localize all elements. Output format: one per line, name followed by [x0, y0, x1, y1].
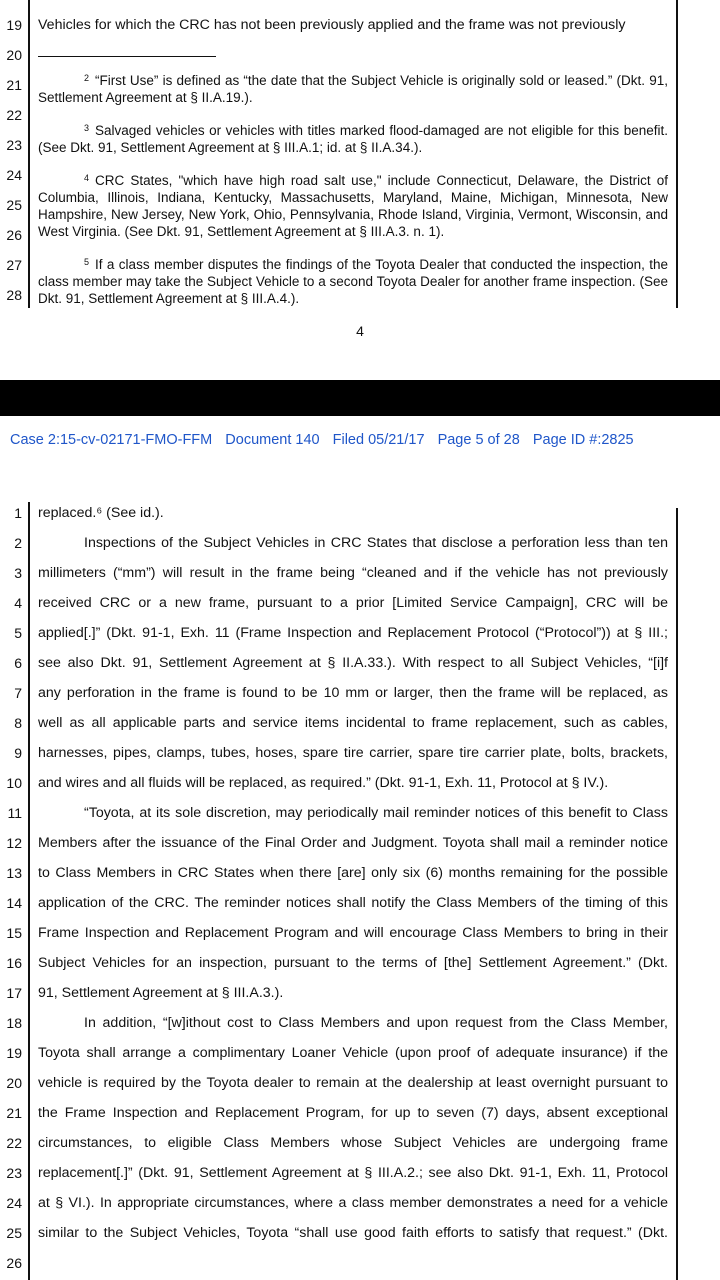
- body-line: Subject Vehicles for an inspection, pursuant to the terms of [the] Settlement Agreement.” (Dkt.: [38, 955, 668, 971]
- line-number: 17: [6, 985, 22, 1001]
- line-number: 28: [6, 287, 22, 303]
- line-number: 4: [14, 595, 22, 611]
- line-number: 23: [6, 1165, 22, 1181]
- footnote-text: “First Use” is defined as “the date that the Subject Vehicle is originally sold or leased.” (Dkt. 91, Settlement Agreement at § II.A.19.).: [38, 73, 668, 105]
- body-line: vehicle is required by the Toyota dealer to remain at the dealership at least overnight pursuant to: [38, 1075, 668, 1091]
- footnote-2: [38, 72, 668, 106]
- page-gap: [0, 380, 720, 416]
- case-number: Case 2:15-cv-02171-FMO-FFM: [10, 432, 213, 448]
- line-number: 10: [6, 775, 22, 791]
- body-line: Inspections of the Subject Vehicles in CRC States that disclose a perforation less than ten: [84, 535, 668, 551]
- footnote-number: 2: [84, 73, 90, 83]
- line-number: 5: [14, 625, 22, 641]
- line-number: 24: [6, 1195, 22, 1211]
- right-margin-line: [676, 508, 678, 1280]
- body-line: replacement[.]” (Dkt. 91, Settlement Agreement at § III.A.2.; see also Dkt. 91-1, Exh. 11, Protocol: [38, 1165, 668, 1181]
- right-margin-line: [676, 0, 678, 308]
- line-number: 11: [7, 805, 22, 821]
- body-line: the Frame Inspection and Replacement Program, for up to seven (7) days, absent exceptional: [38, 1105, 668, 1121]
- line-number: 22: [6, 1135, 22, 1151]
- line-number: 2: [14, 535, 22, 551]
- previous-page: [0, 0, 720, 380]
- line-number: 23: [6, 137, 22, 153]
- body-line: circumstances, to eligible Class Members whose Subject Vehicles are undergoing frame: [38, 1135, 668, 1151]
- line-number: 20: [6, 1075, 22, 1091]
- body-line: replaced.⁶ (See id.).: [38, 505, 164, 521]
- line-number: 25: [6, 197, 22, 213]
- line-number: 16: [6, 955, 22, 971]
- current-page: [0, 416, 720, 1280]
- line-number: 12: [6, 835, 22, 851]
- body-line: see also Dkt. 91, Settlement Agreement at § II.A.33.). With respect to all Subject Vehicles, “[i]f: [38, 655, 668, 671]
- line-number: 19: [6, 1045, 22, 1061]
- line-number: 21: [6, 1105, 22, 1121]
- line-number: 22: [6, 107, 22, 123]
- line-number: 20: [6, 47, 22, 63]
- body-line: 91, Settlement Agreement at § III.A.3.).: [38, 985, 284, 1001]
- body-line: applied[.]” (Dkt. 91-1, Exh. 11 (Frame Inspection and Replacement Protocol (“Protocol”)) at § III.;: [38, 625, 668, 641]
- footnote-text: Salvaged vehicles or vehicles with titles marked flood-damaged are not eligible for this benefit. (See Dkt. 91, Settlement Agreement at § III.A.1; id. at § II.A.34.).: [38, 123, 668, 155]
- body-line: to Class Members in CRC States when there [are] only six (6) months remaining for the possible: [38, 865, 668, 881]
- body-line: at § VI.). In appropriate circumstances, where a class member demonstrates a need for a vehicle: [38, 1195, 668, 1211]
- body-line: similar to the Subject Vehicles, Toyota “shall use good faith efforts to satisfy that request.” (Dkt.: [38, 1225, 668, 1241]
- body-line: “Toyota, at its sole discretion, may periodically mail reminder notices of this benefit to Class: [84, 805, 668, 821]
- footnote-text: If a class member disputes the findings of the Toyota Dealer that conducted the inspection, the class member may take the Subject Vehicle to a second Toyota Dealer for another frame inspection. (See Dkt. 91, Settlement Agreement at § III.A.4.).: [38, 257, 668, 306]
- line-number: 18: [6, 1015, 22, 1031]
- footnote-5: [38, 256, 668, 307]
- line-number: 6: [14, 655, 22, 671]
- line-number: 3: [14, 565, 22, 581]
- footnote-separator: [38, 56, 216, 57]
- footnote-text: CRC States, "which have high road salt use," include Connecticut, Delaware, the District of Columbia, Illinois, Indiana, Kentucky, Massachusetts, Maryland, Maine, Michigan, Minnesota, New Hampshire, New Jersey, New York, Ohio, Pennsylvania, Rhode Island, Virginia, Vermont, Wisconsin, and West Virginia. (See Dkt. 91, Settlement Agreement at § III.A.3. n. 1).: [38, 173, 668, 239]
- footnote-number: 4: [84, 173, 90, 183]
- footnote-number: 3: [84, 123, 90, 133]
- line-number: 26: [6, 227, 22, 243]
- line-number: 19: [6, 17, 22, 33]
- document-number: Document 140: [225, 432, 320, 448]
- line-number: 21: [6, 77, 22, 93]
- line-number: 8: [14, 715, 22, 731]
- line-number: 24: [6, 167, 22, 183]
- line-number: 25: [6, 1225, 22, 1241]
- left-margin-line: [28, 502, 30, 1280]
- line-number: 7: [14, 685, 22, 701]
- footnote-4: [38, 172, 668, 240]
- case-header: [10, 432, 643, 448]
- body-line: any perforation in the frame is found to be 10 mm or larger, then the frame will be replaced, as: [38, 685, 668, 701]
- footnote-number: 5: [84, 257, 90, 267]
- body-line: and wires and all fluids will be replaced, as required.” (Dkt. 91-1, Exh. 11, Protocol at § IV.).: [38, 775, 609, 791]
- body-line: In addition, “[w]ithout cost to Class Members and upon request from the Class Member,: [84, 1015, 668, 1031]
- page-number: 4: [356, 323, 364, 339]
- body-line: Frame Inspection and Replacement Program and will encourage Class Members to bring in their: [38, 925, 668, 941]
- line-number: 27: [6, 257, 22, 273]
- left-margin-line: [28, 0, 30, 308]
- footnote-3: [38, 122, 668, 156]
- filed-date: Filed 05/21/17: [332, 432, 425, 448]
- body-line: well as all applicable parts and service items incidental to frame replacement, such as cables,: [38, 715, 668, 731]
- body-line: Toyota shall arrange a complimentary Loaner Vehicle (upon proof of adequate insurance) if the: [38, 1045, 668, 1061]
- body-line: received CRC or a new frame, pursuant to a prior [Limited Service Campaign], CRC will be: [38, 595, 668, 611]
- line-number: 26: [6, 1255, 22, 1271]
- body-line: Vehicles for which the CRC has not been previously applied and the frame was not previously: [38, 17, 626, 33]
- body-line: Members after the issuance of the Final Order and Judgment. Toyota shall mail a reminder notice: [38, 835, 668, 851]
- body-line: millimeters (“mm”) will result in the frame being “cleaned and if the vehicle has not previously: [38, 565, 668, 581]
- line-number: 14: [6, 895, 22, 911]
- page-id: Page ID #:2825: [532, 432, 634, 448]
- line-number: 1: [14, 505, 22, 521]
- body-line: application of the CRC. The reminder notices shall notify the Class Members of the timing of this: [38, 895, 668, 911]
- line-number: 9: [14, 745, 22, 761]
- line-number: 15: [6, 925, 22, 941]
- page-of: Page 5 of 28: [437, 432, 520, 448]
- line-number: 13: [6, 865, 22, 881]
- body-line: harnesses, pipes, clamps, tubes, hoses, spare tire carrier, spare tire carrier plate, bolts, brackets,: [38, 745, 668, 761]
